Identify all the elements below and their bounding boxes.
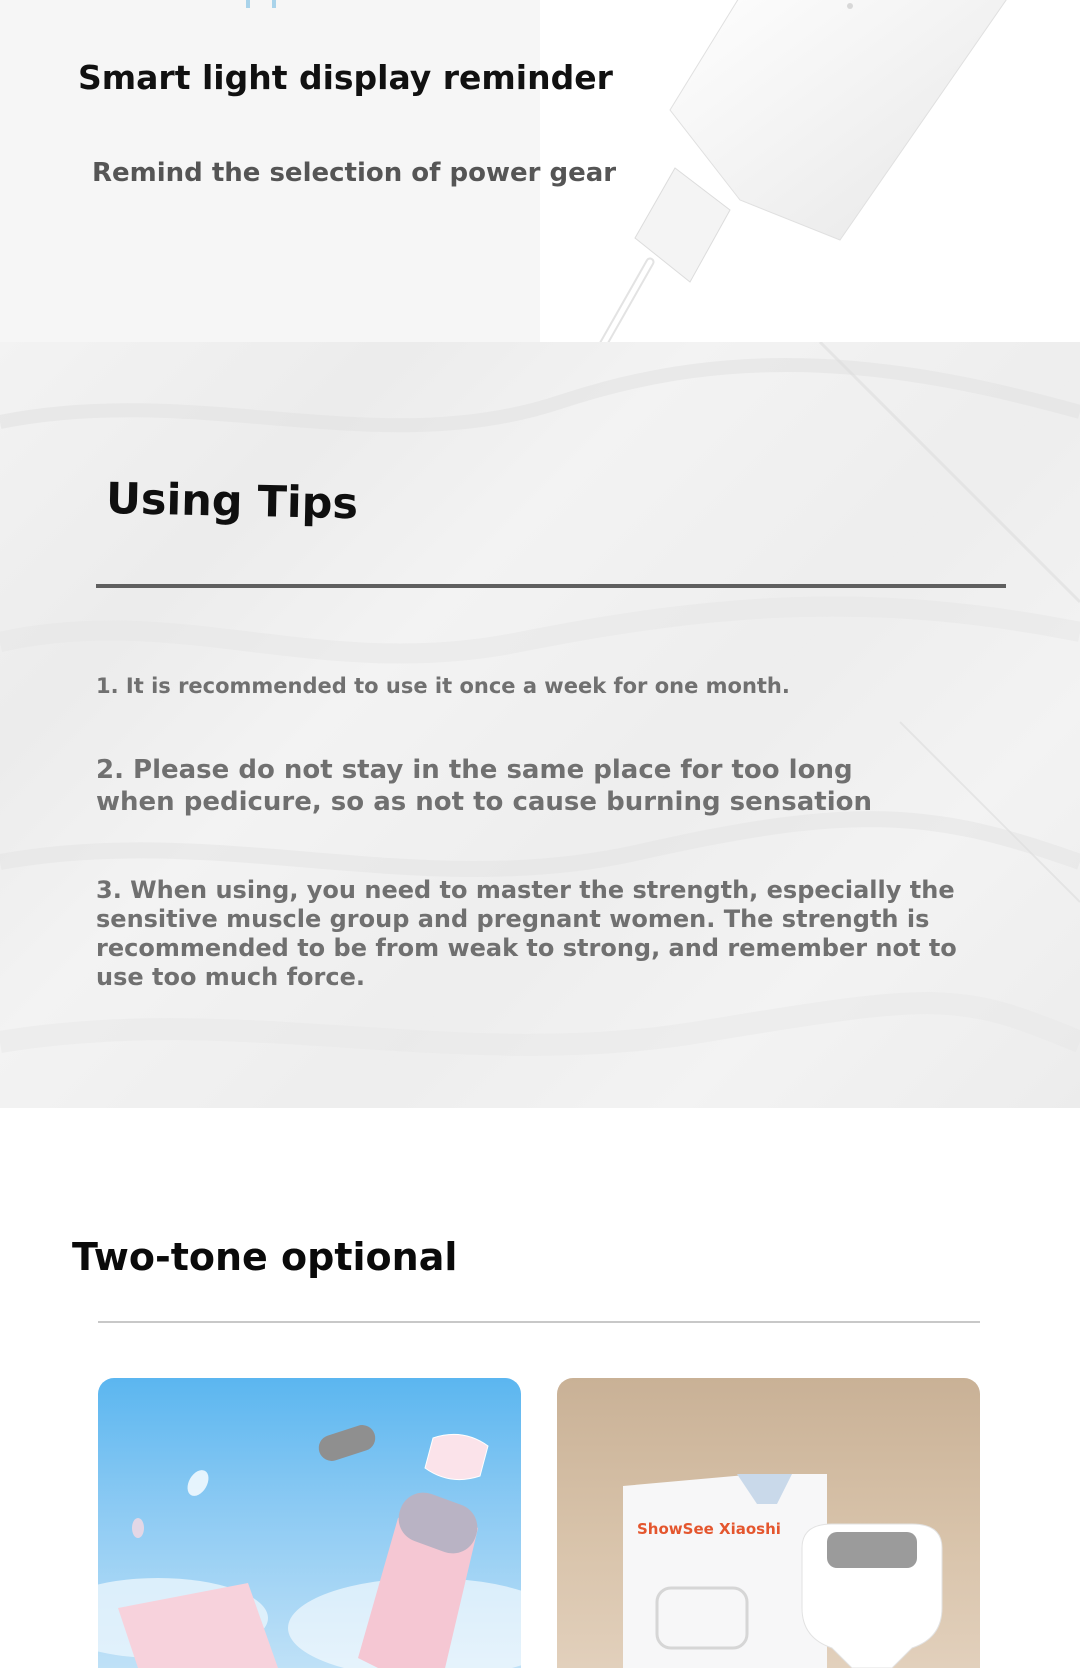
smart-light-subtitle: Remind the selection of power gear bbox=[92, 158, 617, 188]
smart-light-section bbox=[0, 0, 1080, 342]
white-color-option-card[interactable] bbox=[557, 1378, 980, 1668]
tip-item: 2. Please do not stay in the same place for too long when pedicure, so as not to cause burning sensation bbox=[96, 755, 872, 817]
marble-texture bbox=[0, 342, 1080, 1108]
charging-device-image bbox=[540, 0, 1080, 342]
brand-label: ShowSee Xiaoshi bbox=[637, 1520, 781, 1538]
smart-light-title: Smart light display reminder bbox=[78, 58, 613, 97]
using-tips-title: Using Tips bbox=[105, 474, 359, 530]
tip-item: 3. When using, you need to master the strength, especially the sensitive muscle group and pregnant women. The strength is recommended to be from weak to strong, and remember not to use too much force. bbox=[96, 876, 957, 991]
light-indicator-icon bbox=[244, 0, 280, 10]
two-tone-title: Two-tone optional bbox=[72, 1235, 458, 1279]
pink-product-image bbox=[98, 1378, 521, 1668]
tip-item: 1. It is recommended to use it once a week for one month. bbox=[96, 674, 790, 698]
pink-color-option-card[interactable] bbox=[98, 1378, 521, 1668]
tips-divider bbox=[96, 584, 1006, 588]
two-tone-divider bbox=[98, 1321, 980, 1323]
using-tips-section bbox=[0, 342, 1080, 1108]
